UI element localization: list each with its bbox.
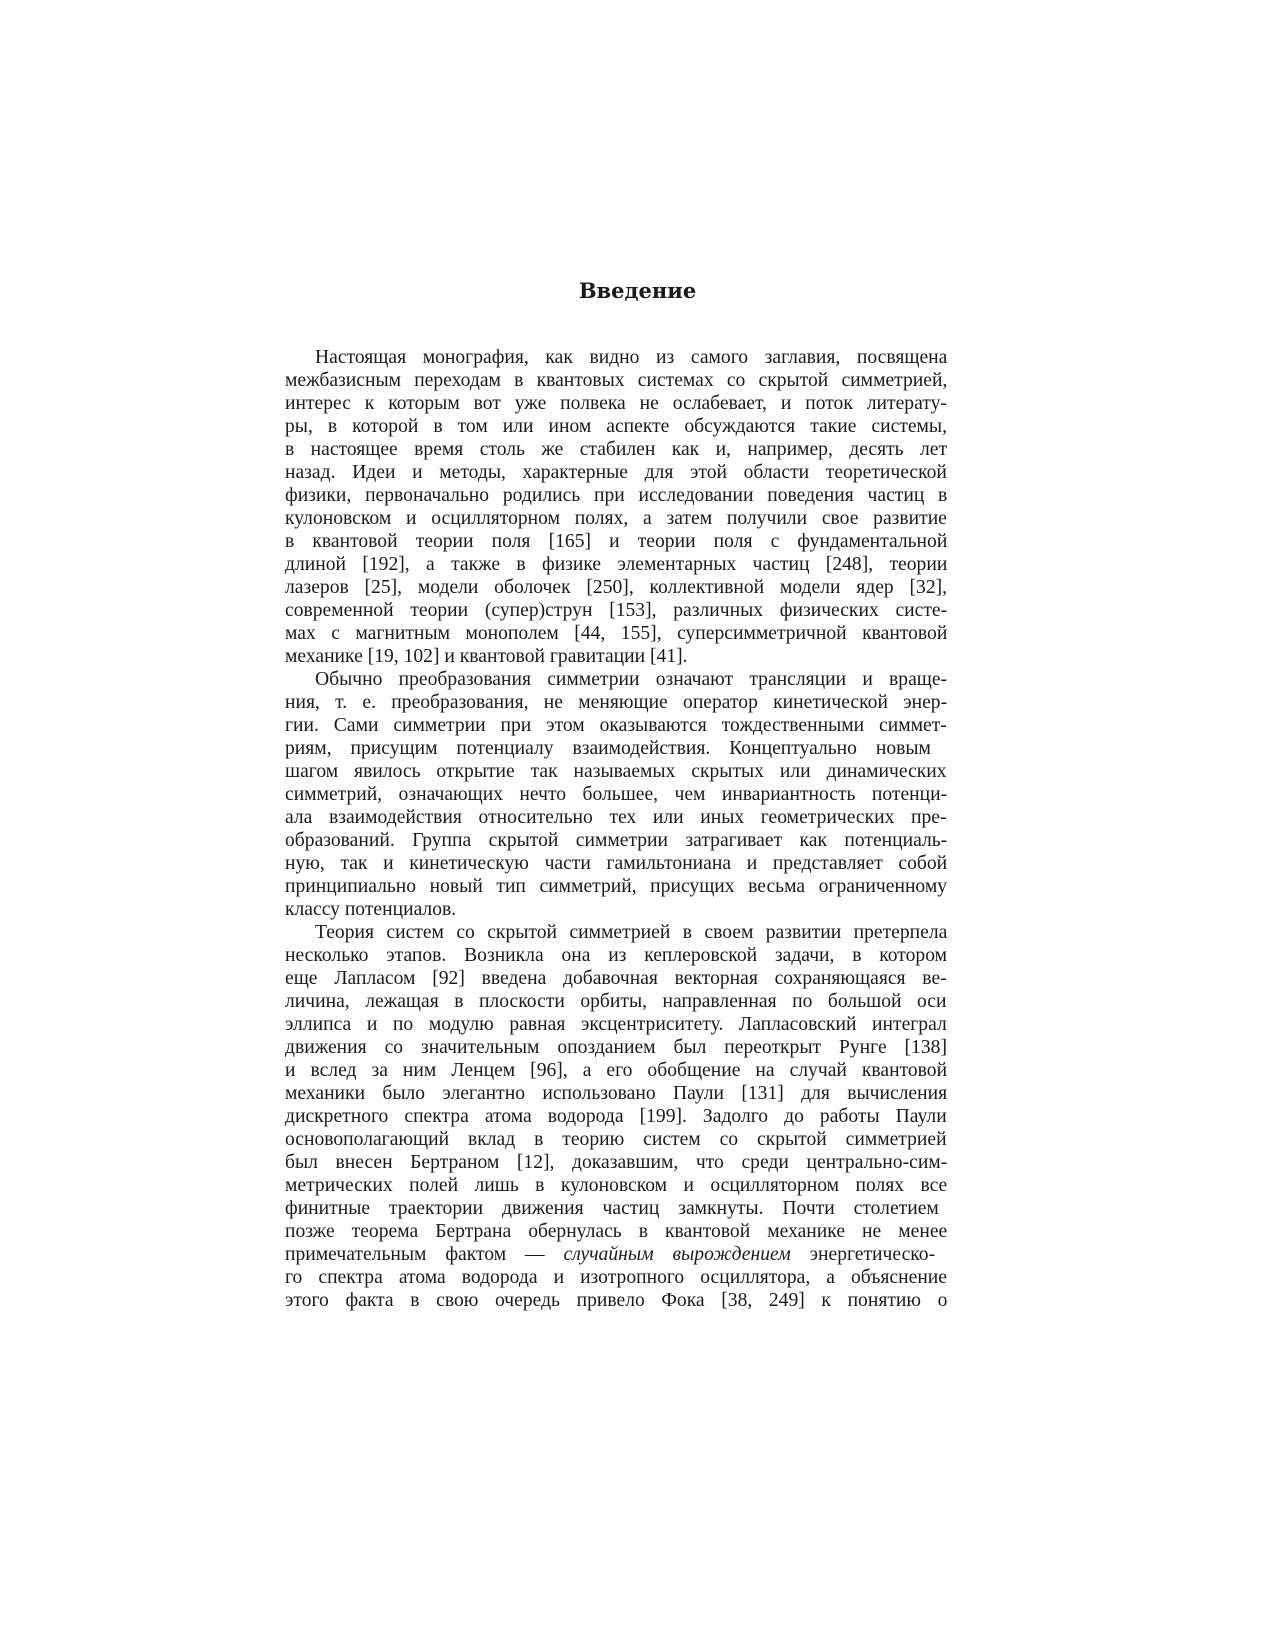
text-line: лазеров [25], модели оболочек [250], коллективной модели ядер [32], [285, 577, 948, 598]
text-line: еще Лапласом [92] введена добавочная векторная сохраняющаяся ве- [285, 968, 947, 989]
text-line: физики, первоначально родились при исследовании поведения частиц в [285, 485, 948, 506]
text-line: несколько этапов. Возникла она из кеплеровской задачи, в котором [285, 945, 948, 966]
text-line: ры, в которой в том или ином аспекте обсуждаются такие системы, [285, 416, 947, 437]
text-line: был внесен Бертраном [12], доказавшим, что среди центрально-сим- [285, 1152, 948, 1173]
text-line: гии. Сами симметрии при этом оказываются тождественными симмет- [285, 715, 947, 736]
text-line: механики было элегантно использовано Паули [131] для вычисления [285, 1083, 948, 1104]
text-line: симметрий, означающих нечто большее, чем инвариантность потенци- [285, 784, 948, 805]
text-line: образований. Группа скрытой симметрии затрагивает как потенциаль- [285, 830, 948, 851]
text-line: ную, так и кинетическую части гамильтониана и представляет собой [285, 853, 948, 874]
text-line: Обычно преобразования симметрии означают трансляции и враще- [315, 669, 948, 690]
text-line: го спектра атома водорода и изотропного осциллятора, а объяснение [285, 1267, 947, 1288]
text-line: этого факта в свою очередь привело Фока [38, 249] к понятию о [285, 1290, 948, 1311]
text-fragment: энергетическо- [790, 1244, 936, 1265]
text-line: в квантовой теории поля [165] и теории поля с фундаментальной [285, 531, 948, 552]
text-line: позже теорема Бертрана обернулась в квантовой механике не менее [285, 1221, 948, 1242]
text-line: современной теории (супер)струн [153], различных физических систе- [285, 600, 948, 621]
text-line: основополагающий вклад в теорию систем со скрытой симметрией [285, 1129, 947, 1150]
text-line: интерес к которым вот уже полвека не ослабевает, и поток литерату- [285, 393, 947, 414]
text-line: шагом явилось открытие так называемых скрытых или динамических [285, 761, 947, 782]
text-line: принципиально новый тип симметрий, присущих весьма ограниченному [285, 876, 948, 897]
text-line: дискретного спектра атома водорода [199]. Задолго до работы Паули [285, 1106, 947, 1127]
text-line: в настоящее время столь же стабилен как и, например, десять лет [285, 439, 948, 460]
text-line: Настоящая монография, как видно из самого заглавия, посвящена [315, 347, 948, 368]
paragraph-1 [285, 346, 947, 668]
text-line: длиной [192], а также в физике элементарных частиц [248], теории [285, 554, 948, 575]
text-line: Теория систем со скрытой симметрией в своем развитии претерпела [315, 922, 948, 943]
paragraph-3 [285, 921, 947, 1312]
text-line: ния, т. е. преобразования, не меняющие оператор кинетической энер- [285, 692, 948, 713]
text-line: метрических полей лишь в кулоновском и осцилляторном полях все [285, 1175, 948, 1196]
text-line: эллипса и по модулю равная эксцентриситету. Лапласовский интеграл [285, 1014, 947, 1035]
text-line: ала взаимодействия относительно тех или иных геометрических пре- [285, 807, 947, 828]
text-line: мах с магнитным монополем [44, 155], суперсимметричной квантовой [285, 623, 948, 644]
text-line: механике [19, 102] и квантовой гравитации [41]. [285, 646, 688, 667]
text-line: финитные траектории движения частиц замкнуты. Почти столетием [285, 1198, 939, 1219]
text-line-with-emphasis [285, 1243, 947, 1266]
page-title: Введение [578, 278, 697, 303]
text-fragment: примечательным фактом — [285, 1244, 564, 1265]
text-line: классу потенциалов. [285, 899, 457, 920]
emphasized-term: случайным вырождением [563, 1244, 791, 1265]
text-line: риям, присущим потенциалу взаимодействия. Концептуально новым [285, 738, 931, 759]
text-line: кулоновском и осцилляторном полях, а затем получили свое развитие [285, 508, 947, 529]
text-line: движения со значительным опозданием был переоткрыт Рунге [138] [285, 1037, 947, 1058]
text-line: личина, лежащая в плоскости орбиты, направленная по большой оси [285, 991, 947, 1012]
text-line: межбазисным переходам в квантовых системах со скрытой симметрией, [285, 370, 948, 391]
body-text [285, 346, 947, 1312]
paragraph-2 [285, 668, 947, 921]
text-line: назад. Идеи и методы, характерные для этой области теоретической [285, 462, 947, 483]
text-line: и вслед за ним Ленцем [96], а его обобщение на случай квантовой [285, 1060, 948, 1081]
